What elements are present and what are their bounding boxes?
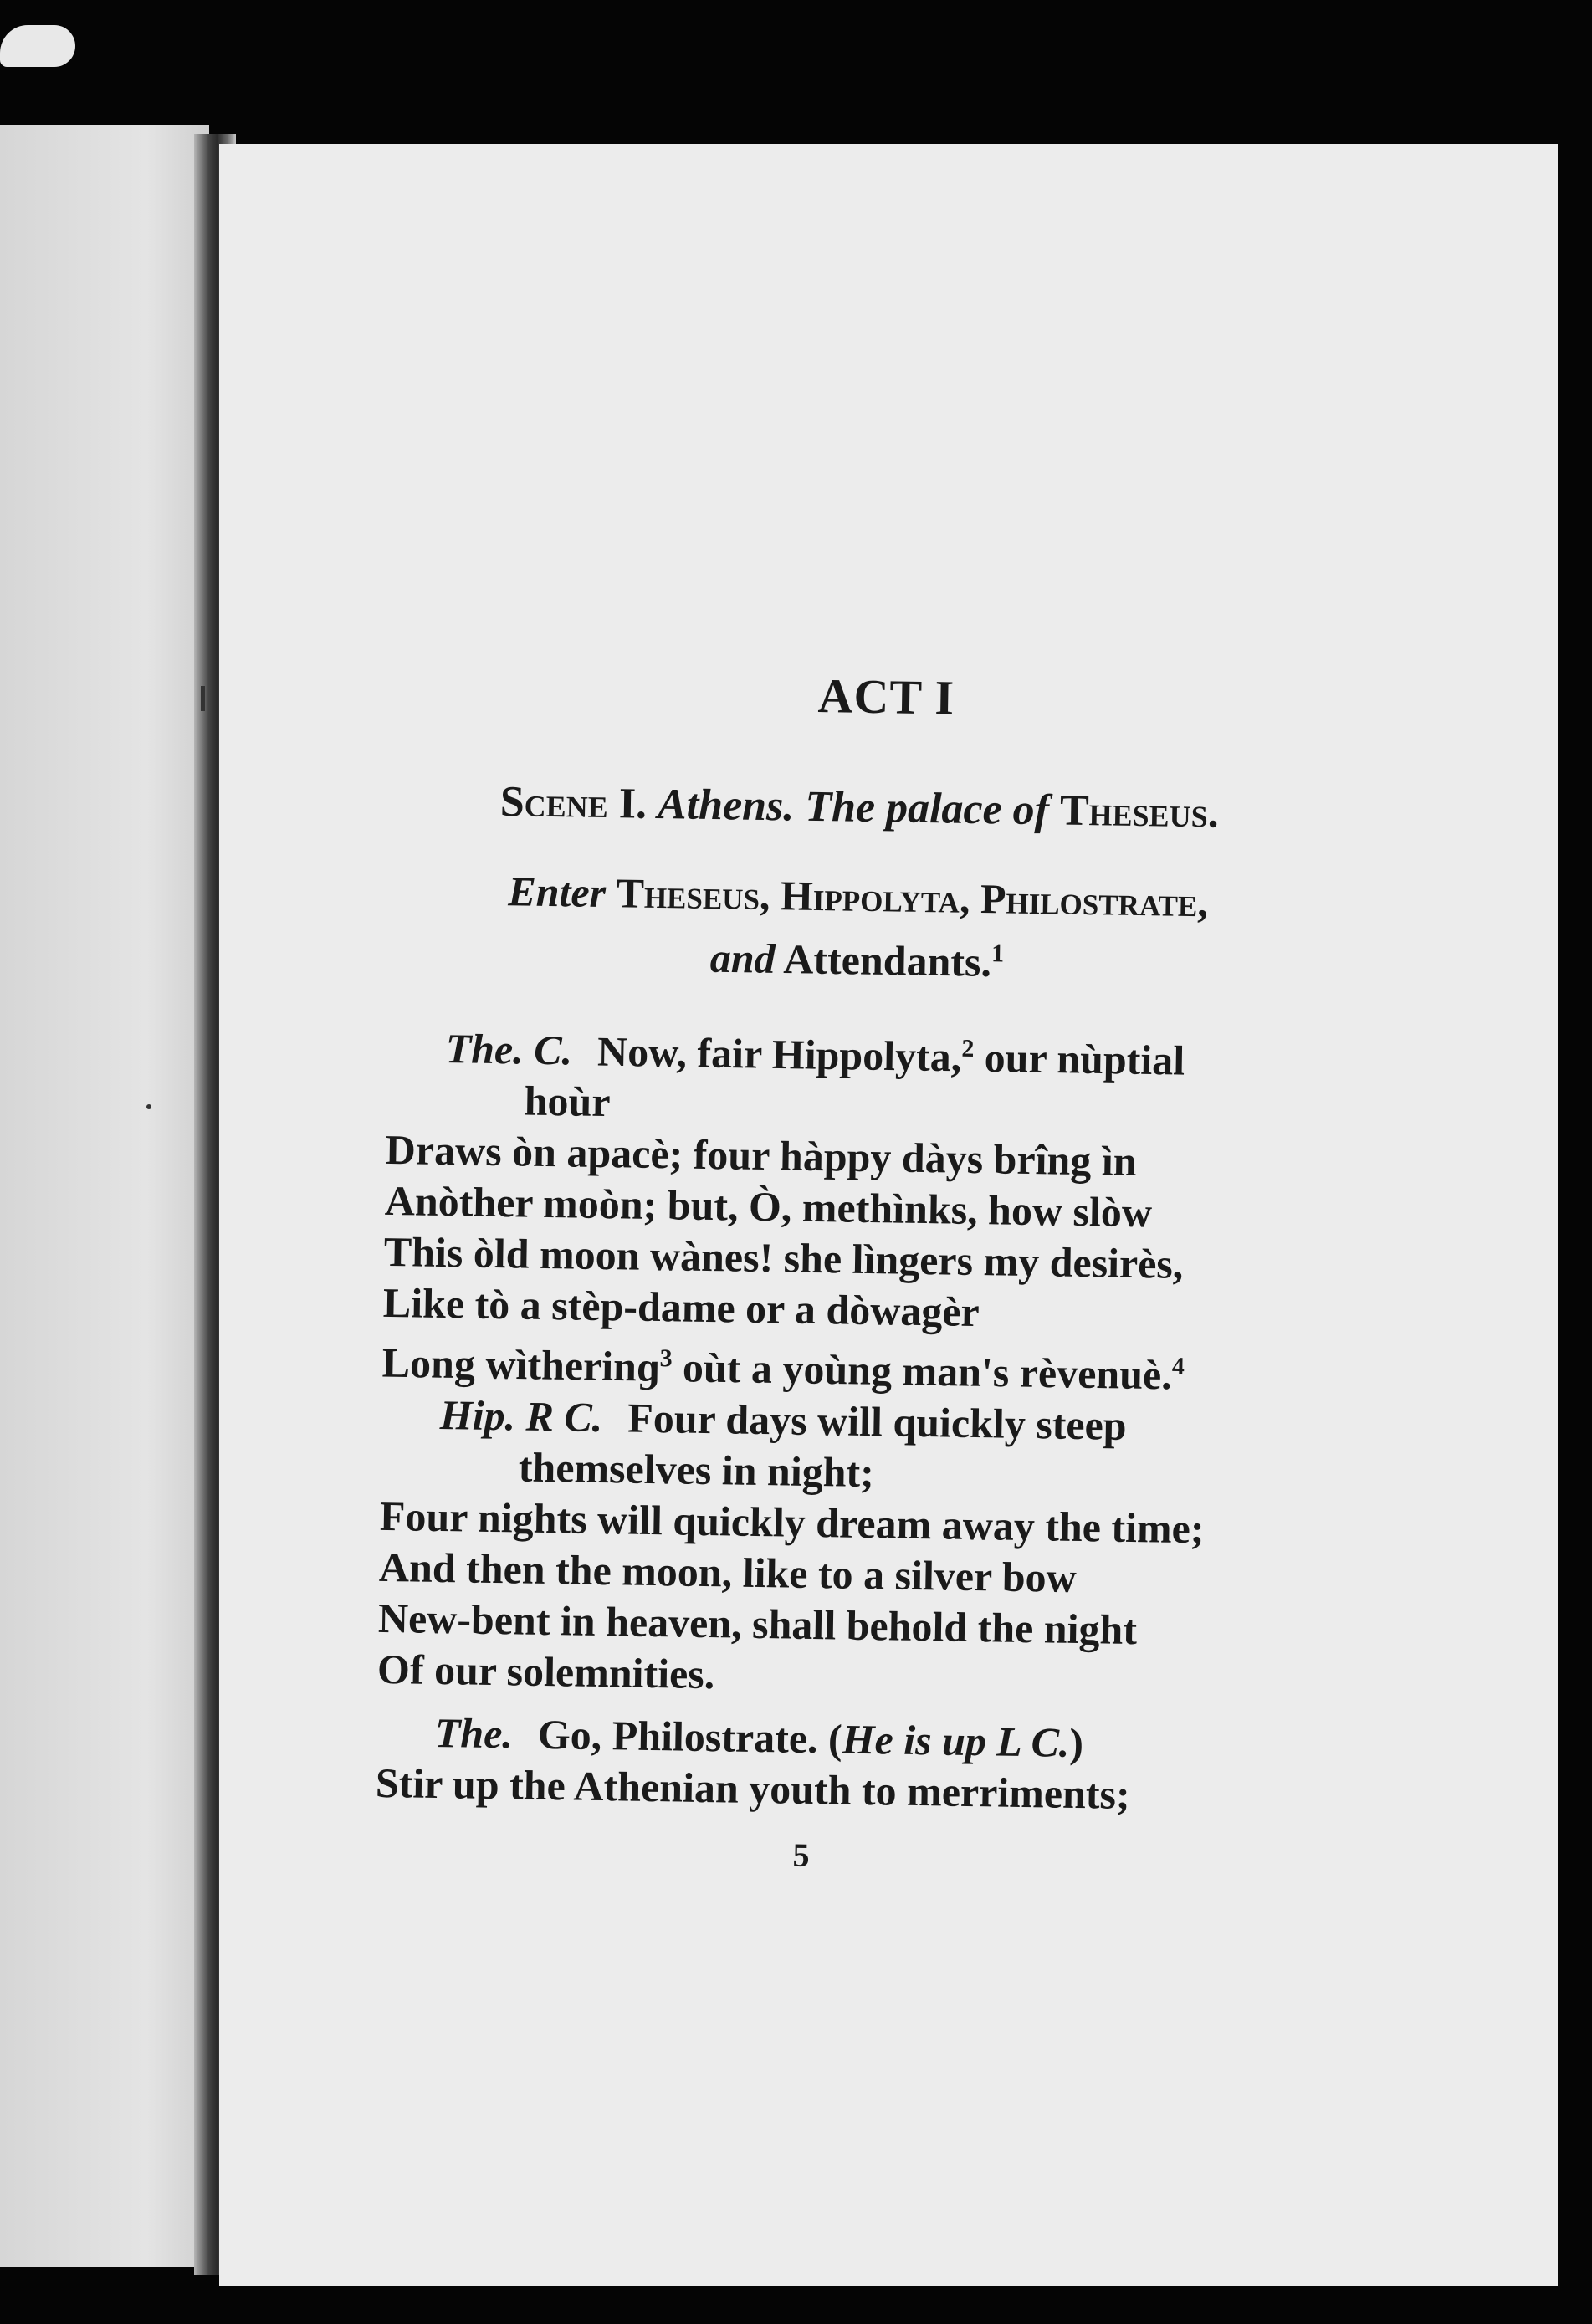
stage-direction: He is up L C. [842,1715,1070,1766]
margin-mark [201,686,205,711]
verse-line: And then the moon, like to a silver bow [378,1543,1078,1601]
footnote-ref: 3 [659,1344,673,1373]
speech-line: The. C. Now, fair Hippolyta,$^2$ our nùptial [445,1025,1185,1084]
verse-line: themselves in night; [518,1443,875,1497]
verse-line: Of our solemnities. [376,1645,715,1698]
verse-line: Anòther moòn; but, Ò, methìnks, how slòw [384,1177,1153,1236]
verse-line: Draws òn apacè; four hàppy dàys brîng ìn [385,1126,1138,1185]
entrance-names: Theseus, Hippolyta, Philostrate, [616,869,1209,926]
verse-line: Long wìtherinɡ$^3$ oùt a yoùng man's rèvenuè.$^4$ [381,1339,1185,1399]
scene-heading [391,776,1328,840]
speaker-name: Hip. R C. [439,1390,603,1441]
verse-line: Like tò a stèp-dame or a dòwagèr [382,1279,980,1336]
and-word: and [709,934,776,982]
footnote-ref: 4 [1171,1353,1185,1381]
scene-label: Scene I. [499,778,648,828]
enter-word: Enter [507,868,607,917]
scan-artifact [0,25,75,67]
play-text [374,661,1330,1882]
speaker-name: The. C. [445,1025,573,1074]
entrance-direction [388,862,1327,995]
verse-line: Stir up the Athenian youth to merriments; [375,1758,1131,1818]
scene-setting-name: Theseus. [1059,786,1220,837]
speaker-name: The. [434,1708,514,1758]
speech-line: Hip. R C. Four days will quickly steep [439,1390,1128,1449]
scene-place: Athens. [657,780,795,831]
margin-dot [146,1104,151,1109]
verse-line: This òld moon wànes! she lìngers my desirès, [383,1228,1184,1288]
footnote-ref: 1 [991,939,1005,968]
verse-line: New-bent in heaven, shall behold the night [377,1594,1138,1654]
act-heading: ACT I [817,668,955,725]
verse-line: hoùr [524,1077,611,1126]
page-number: 5 [792,1835,810,1874]
attendants: Attendants. [782,935,992,985]
left-page-edge [0,125,209,2267]
footnote-ref: 2 [961,1034,975,1062]
scene-setting: The palace of [804,782,1050,835]
verse-line: Four nights will quickly dream away the time; [379,1492,1205,1553]
speech-line: The. Go, Philostrate. (He is up L C.) [434,1708,1084,1767]
